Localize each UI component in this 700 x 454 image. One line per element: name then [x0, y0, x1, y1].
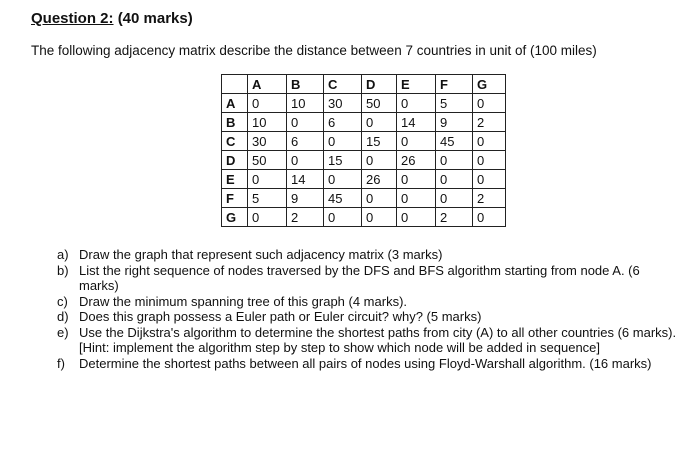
task-text: Determine the shortest paths between all pairs of nodes using Floyd-Warshall algorithm. (16 marks) [79, 355, 652, 371]
matrix-cell: 5 [436, 94, 473, 113]
matrix-header-row [222, 75, 506, 94]
question-intro: The following adjacency matrix describe the distance between 7 countries in unit of (100 miles) [31, 43, 597, 58]
task-item [57, 309, 677, 325]
matrix-cell: 0 [324, 132, 362, 151]
adjacency-matrix [221, 74, 506, 227]
matrix-column-header: G [473, 75, 506, 94]
matrix-cell: 2 [436, 208, 473, 227]
task-marker: d) [57, 309, 69, 324]
matrix-cell: 0 [248, 94, 287, 113]
matrix-column-header: F [436, 75, 473, 94]
matrix-cell: 0 [287, 151, 324, 170]
matrix-cell: 5 [248, 189, 287, 208]
matrix-body [222, 94, 506, 227]
matrix-row-header: A [222, 94, 248, 113]
matrix-cell: 45 [436, 132, 473, 151]
matrix-cell: 2 [287, 208, 324, 227]
question-marks: (40 marks) [117, 10, 193, 27]
task-text: Draw the minimum spanning tree of this graph (4 marks). [79, 293, 408, 309]
matrix-column-header: B [287, 75, 324, 94]
matrix-column-header: C [324, 75, 362, 94]
task-text: Does this graph possess a Euler path or Euler circuit? why? (5 marks) [79, 309, 482, 324]
matrix-cell: 0 [436, 170, 473, 189]
task-item [57, 356, 677, 372]
matrix-cell: 0 [436, 189, 473, 208]
matrix-cell: 0 [397, 94, 436, 113]
matrix-cell: 0 [397, 208, 436, 227]
matrix-cell: 2 [473, 113, 506, 132]
matrix-cell: 9 [287, 189, 324, 208]
task-text: Use the Dijkstra's algorithm to determine the shortest paths from city (A) to all other countries (6 marks). [79, 324, 677, 340]
matrix-cell: 10 [287, 94, 324, 113]
matrix-row-f [222, 189, 506, 208]
matrix-cell: 10 [248, 113, 287, 132]
matrix-cell: 0 [397, 170, 436, 189]
matrix-cell: 0 [362, 151, 397, 170]
task-text: List the right sequence of nodes traversed by the DFS and BFS algorithm starting from node A. (6 marks) [79, 262, 640, 293]
matrix-cell: 15 [362, 132, 397, 151]
matrix-cell: 50 [362, 94, 397, 113]
matrix-row-d [222, 151, 506, 170]
matrix-row-header: C [222, 132, 248, 151]
matrix-cell: 0 [473, 132, 506, 151]
matrix-cell: 14 [287, 170, 324, 189]
matrix-cell: 0 [248, 208, 287, 227]
task-marker: b) [57, 262, 69, 278]
matrix-cell: 26 [397, 151, 436, 170]
matrix-cell: 0 [287, 113, 324, 132]
matrix-cell: 6 [287, 132, 324, 151]
matrix-cell: 14 [397, 113, 436, 132]
matrix-cell: 0 [324, 170, 362, 189]
matrix-row-c [222, 132, 506, 151]
matrix-column-header: A [248, 75, 287, 94]
matrix-cell: 0 [436, 151, 473, 170]
task-list [57, 247, 677, 371]
matrix-cell: 26 [362, 170, 397, 189]
matrix-cell: 2 [473, 189, 506, 208]
matrix-corner-cell [222, 75, 248, 94]
matrix-row-a [222, 94, 506, 113]
matrix-cell: 0 [248, 170, 287, 189]
task-item [57, 294, 677, 310]
matrix-row-header: G [222, 208, 248, 227]
question-label: Question 2: [31, 10, 114, 27]
matrix-row-header: F [222, 189, 248, 208]
matrix-cell: 45 [324, 189, 362, 208]
task-hint: [Hint: implement the algorithm step by step to show which node will be added in sequence] [79, 340, 601, 355]
task-marker: f) [57, 355, 65, 371]
matrix-cell: 0 [362, 208, 397, 227]
task-text: Draw the graph that represent such adjacency matrix (3 marks) [79, 247, 443, 262]
matrix-row-g [222, 208, 506, 227]
matrix-row-b [222, 113, 506, 132]
matrix-cell: 6 [324, 113, 362, 132]
task-item [57, 325, 677, 356]
matrix-cell: 0 [397, 189, 436, 208]
matrix-row-header: E [222, 170, 248, 189]
matrix-cell: 30 [324, 94, 362, 113]
task-item [57, 247, 677, 263]
matrix-cell: 0 [362, 189, 397, 208]
matrix-cell: 15 [324, 151, 362, 170]
matrix-cell: 30 [248, 132, 287, 151]
matrix-column-header: E [397, 75, 436, 94]
matrix-cell: 50 [248, 151, 287, 170]
matrix-cell: 9 [436, 113, 473, 132]
matrix-row-header: B [222, 113, 248, 132]
task-item [57, 263, 677, 294]
matrix-row-header: D [222, 151, 248, 170]
matrix-cell: 0 [473, 151, 506, 170]
matrix-row-e [222, 170, 506, 189]
matrix-cell: 0 [473, 208, 506, 227]
matrix-cell: 0 [324, 208, 362, 227]
matrix-column-header: D [362, 75, 397, 94]
question-heading [31, 10, 193, 27]
matrix-cell: 0 [397, 132, 436, 151]
task-marker: c) [57, 293, 68, 309]
task-marker: a) [57, 247, 69, 262]
matrix-cell: 0 [473, 94, 506, 113]
matrix-cell: 0 [362, 113, 397, 132]
matrix-cell: 0 [473, 170, 506, 189]
task-marker: e) [57, 324, 69, 340]
